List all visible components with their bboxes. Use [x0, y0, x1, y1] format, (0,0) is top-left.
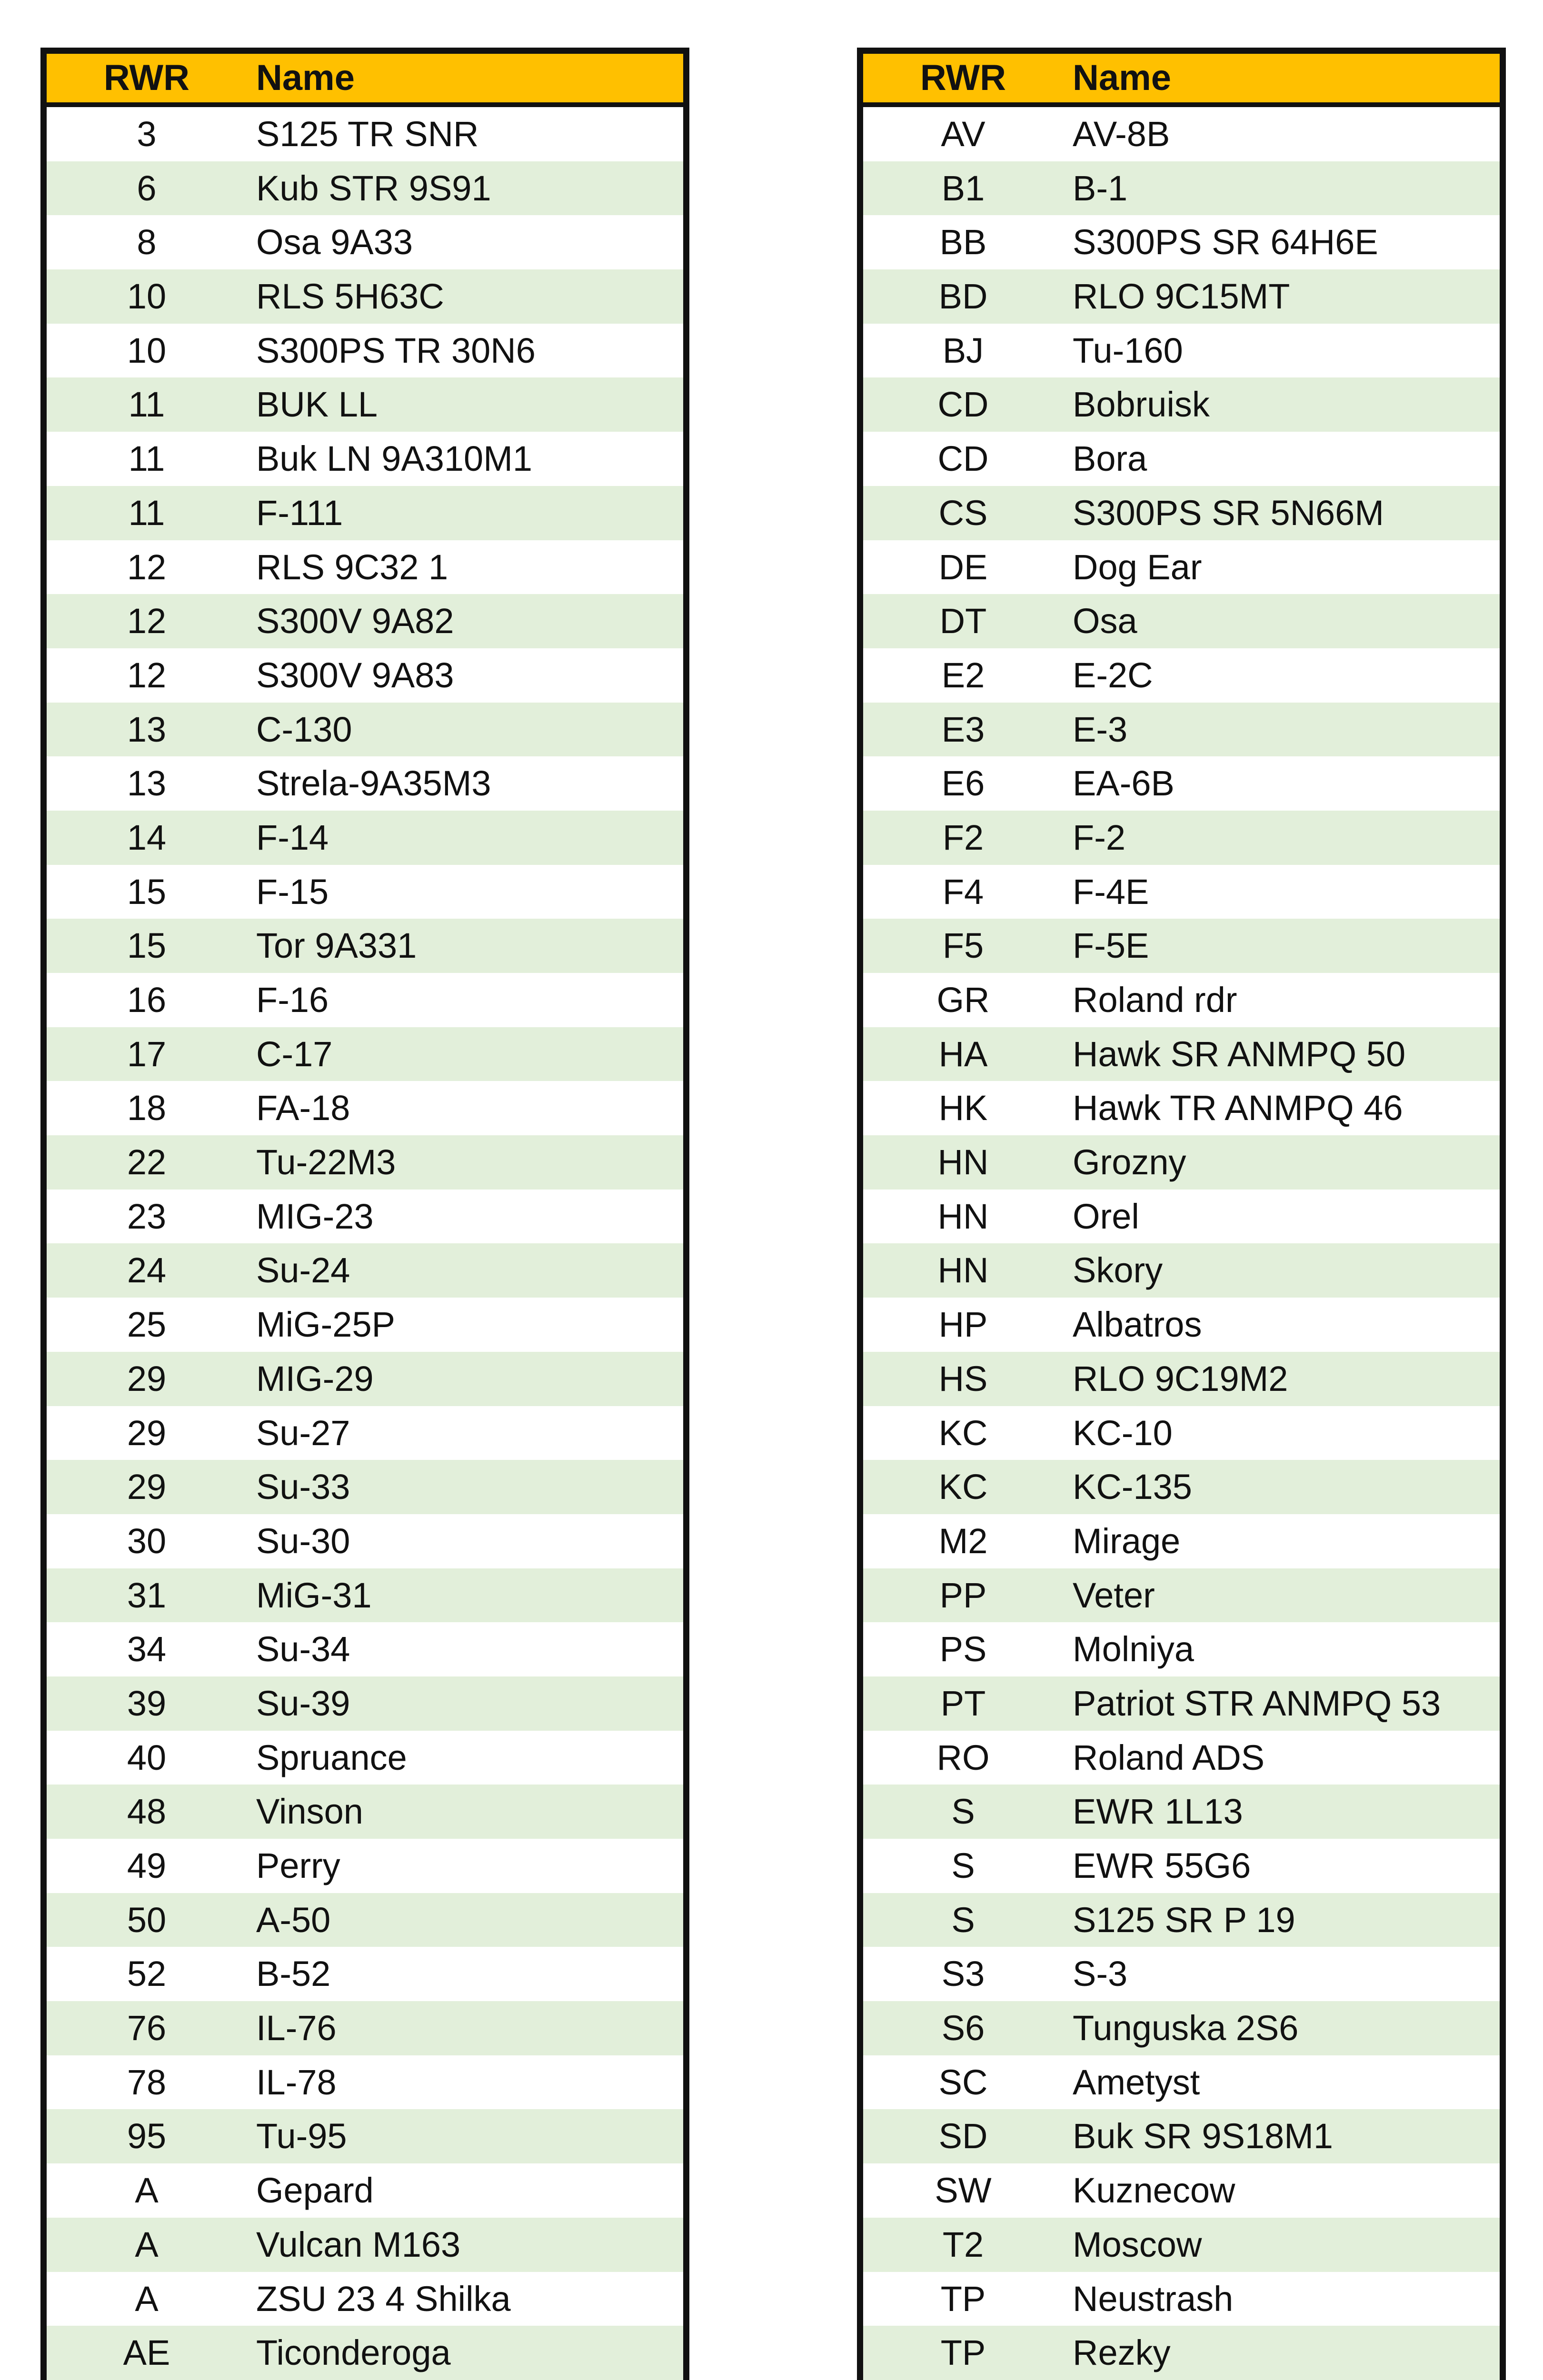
rwr-code-cell: HN: [937, 1196, 989, 1236]
name-cell: IL-76: [256, 2008, 337, 2048]
table-row: [47, 2001, 683, 2055]
rwr-code-cell: CD: [937, 439, 989, 479]
table-row: [863, 1947, 1500, 2001]
name-cell: IL-78: [256, 2062, 337, 2102]
table-row: [863, 1893, 1500, 1947]
name-cell: Kuznecow: [1073, 2171, 1235, 2211]
name-cell: S-3: [1073, 1954, 1128, 1994]
rwr-code-cell: S: [951, 1846, 975, 1885]
table-row: [863, 1406, 1500, 1460]
name-cell: A-50: [256, 1900, 331, 1940]
name-cell: Gepard: [256, 2171, 374, 2211]
name-cell: MiG-31: [256, 1575, 372, 1615]
table-header: [47, 54, 683, 107]
table-row: [47, 1893, 683, 1947]
name-cell: F-16: [256, 980, 329, 1020]
rwr-code-cell: 49: [127, 1846, 167, 1885]
table-row: [47, 1839, 683, 1893]
name-cell: Ticonderoga: [256, 2333, 451, 2373]
name-cell: Roland rdr: [1073, 980, 1237, 1020]
name-cell: AV-8B: [1073, 114, 1170, 154]
rwr-code-cell: 12: [127, 547, 167, 587]
table-row: [863, 269, 1500, 324]
rwr-code-cell: 18: [127, 1088, 167, 1128]
rwr-code-cell: PT: [940, 1683, 986, 1723]
name-cell: Tunguska 2S6: [1073, 2008, 1299, 2048]
name-cell: Mirage: [1073, 1521, 1181, 1561]
name-cell: B-1: [1073, 168, 1128, 208]
table-row: [863, 1839, 1500, 1893]
rwr-code-cell: BD: [938, 277, 988, 317]
rwr-code-cell: 14: [127, 817, 167, 857]
name-cell: Skory: [1073, 1250, 1163, 1290]
rwr-code-cell: 11: [128, 385, 165, 425]
rwr-code-cell: S: [951, 1900, 975, 1940]
name-cell: Ametyst: [1073, 2062, 1200, 2102]
name-cell: KC-135: [1073, 1467, 1192, 1507]
name-cell: S300V 9A82: [256, 601, 454, 641]
rwr-code-cell: 16: [127, 980, 167, 1020]
header-rwr: RWR: [920, 58, 1006, 98]
rwr-code-cell: E6: [941, 764, 985, 803]
table-row: [47, 215, 683, 269]
name-cell: Tu-160: [1073, 330, 1183, 370]
rwr-code-cell: 23: [127, 1196, 167, 1236]
table-row: [863, 594, 1500, 648]
name-cell: Hawk SR ANMPQ 50: [1073, 1034, 1406, 1074]
table-row: [47, 1460, 683, 1514]
rwr-code-cell: B1: [941, 168, 985, 208]
name-cell: E-2C: [1073, 655, 1153, 695]
table-row: [863, 2055, 1500, 2110]
name-cell: Roland ADS: [1073, 1737, 1265, 1777]
name-cell: Su-27: [256, 1413, 350, 1453]
rwr-code-cell: CS: [938, 493, 988, 533]
rwr-code-cell: HK: [938, 1088, 988, 1128]
table-row: [47, 703, 683, 757]
name-cell: MIG-23: [256, 1196, 374, 1236]
rwr-code-cell: 11: [128, 493, 165, 533]
name-cell: Dog Ear: [1073, 547, 1202, 587]
rwr-code-cell: A: [135, 2171, 159, 2211]
table-row: [863, 1081, 1500, 1135]
table-row: [863, 2001, 1500, 2055]
table-row: [863, 1190, 1500, 1244]
rwr-code-cell: 11: [128, 439, 165, 479]
rwr-code-cell: 12: [127, 601, 167, 641]
rwr-code-cell: HA: [938, 1034, 988, 1074]
table-row: [47, 756, 683, 811]
rwr-code-cell: TP: [940, 2333, 986, 2373]
table-row: [47, 2218, 683, 2272]
rwr-code-cell: DE: [938, 547, 988, 587]
table-row: [863, 432, 1500, 486]
name-cell: F-4E: [1073, 872, 1149, 912]
rwr-code-cell: T2: [942, 2224, 984, 2264]
rwr-code-cell: CD: [937, 385, 989, 425]
rwr-code-cell: PP: [939, 1575, 987, 1615]
name-cell: Strela-9A35M3: [256, 764, 491, 803]
rwr-code-cell: PS: [939, 1629, 987, 1669]
rwr-code-cell: 39: [127, 1683, 167, 1723]
table-row: [47, 540, 683, 595]
name-cell: Molniya: [1073, 1629, 1194, 1669]
name-cell: C-17: [256, 1034, 333, 1074]
name-cell: S125 TR SNR: [256, 114, 479, 154]
table-row: [863, 648, 1500, 703]
table-row: [47, 1514, 683, 1568]
name-cell: Moscow: [1073, 2224, 1202, 2264]
rwr-code-cell: A: [135, 2279, 159, 2319]
name-cell: Osa 9A33: [256, 222, 413, 262]
rwr-code-cell: 15: [127, 872, 167, 912]
table-row: [863, 919, 1500, 973]
name-cell: F-111: [256, 493, 343, 533]
rwr-code-cell: HN: [937, 1142, 989, 1182]
rwr-code-cell: 48: [127, 1792, 167, 1832]
table-row: [47, 2272, 683, 2326]
table-row: [47, 648, 683, 703]
rwr-code-cell: 78: [127, 2062, 167, 2102]
table-row: [47, 811, 683, 865]
table-row: [863, 1243, 1500, 1298]
table-row: [47, 2055, 683, 2110]
table-row: [47, 1406, 683, 1460]
rwr-code-cell: 24: [127, 1250, 167, 1290]
rwr-code-cell: HN: [937, 1250, 989, 1290]
table-row: [47, 1190, 683, 1244]
name-cell: Su-34: [256, 1629, 350, 1669]
table-row: [863, 1731, 1500, 1785]
table-row: [863, 1298, 1500, 1352]
table-row: [47, 486, 683, 540]
table-row: [47, 1676, 683, 1731]
rwr-code-cell: F2: [942, 817, 984, 857]
table-row: [47, 161, 683, 216]
table-row: [863, 1568, 1500, 1623]
name-cell: F-2: [1073, 817, 1125, 857]
name-cell: Osa: [1073, 601, 1137, 641]
name-cell: Tu-22M3: [256, 1142, 396, 1182]
rwr-code-cell: GR: [936, 980, 990, 1020]
table-row: [863, 756, 1500, 811]
name-cell: Kub STR 9S91: [256, 168, 491, 208]
table-row: [863, 486, 1500, 540]
table-row: [47, 377, 683, 432]
header-name: Name: [1073, 58, 1171, 98]
rwr-table-right: [857, 48, 1506, 2380]
name-cell: S125 SR P 19: [1073, 1900, 1295, 1940]
table-row: [47, 973, 683, 1027]
rwr-code-cell: RO: [936, 1737, 990, 1777]
name-cell: Su-33: [256, 1467, 350, 1507]
name-cell: Albatros: [1073, 1305, 1202, 1345]
rwr-code-cell: KC: [938, 1467, 988, 1507]
name-cell: Perry: [256, 1846, 340, 1885]
name-cell: S300V 9A83: [256, 655, 454, 695]
table-row: [863, 1514, 1500, 1568]
rwr-code-cell: TP: [940, 2279, 986, 2319]
rwr-code-cell: 76: [127, 2008, 167, 2048]
name-cell: ZSU 23 4 Shilka: [256, 2279, 511, 2319]
table-row: [863, 2109, 1500, 2163]
rwr-code-cell: E2: [941, 655, 985, 695]
name-cell: Vulcan M163: [256, 2224, 461, 2264]
table-row: [863, 324, 1500, 378]
name-cell: F-14: [256, 817, 329, 857]
rwr-code-cell: 6: [137, 168, 157, 208]
rwr-code-cell: 25: [127, 1305, 167, 1345]
table-row: [863, 1622, 1500, 1676]
table-header: [863, 54, 1500, 107]
name-cell: Veter: [1073, 1575, 1155, 1615]
rwr-code-cell: M2: [938, 1521, 988, 1561]
name-cell: Bobruisk: [1073, 385, 1210, 425]
table-row: [863, 811, 1500, 865]
rwr-code-cell: 10: [127, 330, 167, 370]
name-cell: Tor 9A331: [256, 926, 417, 966]
rwr-code-cell: BJ: [942, 330, 984, 370]
name-cell: Buk LN 9A310M1: [256, 439, 533, 479]
rwr-code-cell: HS: [938, 1359, 988, 1398]
name-cell: S300PS SR 64H6E: [1073, 222, 1378, 262]
table-row: [863, 215, 1500, 269]
name-cell: FA-18: [256, 1088, 350, 1128]
rwr-code-cell: 8: [137, 222, 157, 262]
name-cell: RLS 9C32 1: [256, 547, 448, 587]
rwr-code-cell: S: [951, 1792, 975, 1832]
table-row: [47, 269, 683, 324]
table-row: [47, 107, 683, 161]
table-row: [47, 324, 683, 378]
rwr-code-cell: HP: [938, 1305, 988, 1345]
name-cell: EWR 55G6: [1073, 1846, 1251, 1885]
table-row: [47, 1135, 683, 1190]
name-cell: Rezky: [1073, 2333, 1171, 2373]
rwr-code-cell: 95: [127, 2116, 167, 2156]
rwr-code-cell: A: [135, 2224, 159, 2264]
table-row: [47, 1622, 683, 1676]
rwr-code-cell: AV: [941, 114, 986, 154]
rwr-code-cell: 31: [127, 1575, 167, 1615]
rwr-code-cell: DT: [939, 601, 987, 641]
table-row: [863, 973, 1500, 1027]
table-row: [863, 540, 1500, 595]
name-cell: Orel: [1073, 1196, 1139, 1236]
rwr-code-cell: 30: [127, 1521, 167, 1561]
table-row: [47, 2163, 683, 2218]
table-row: [47, 2326, 683, 2380]
name-cell: Tu-95: [256, 2116, 347, 2156]
name-cell: Spruance: [256, 1737, 407, 1777]
header-name: Name: [256, 58, 355, 98]
table-row: [863, 107, 1500, 161]
rwr-code-cell: 40: [127, 1737, 167, 1777]
name-cell: S300PS TR 30N6: [256, 330, 536, 370]
name-cell: E-3: [1073, 709, 1128, 749]
rwr-code-cell: 13: [127, 764, 167, 803]
rwr-code-cell: 17: [127, 1034, 167, 1074]
rwr-code-cell: 29: [127, 1359, 167, 1398]
name-cell: KC-10: [1073, 1413, 1173, 1453]
name-cell: C-130: [256, 709, 352, 749]
rwr-code-cell: 22: [127, 1142, 167, 1182]
name-cell: F-5E: [1073, 926, 1149, 966]
rwr-code-cell: SC: [938, 2062, 988, 2102]
rwr-code-cell: 12: [127, 655, 167, 695]
name-cell: RLO 9C15MT: [1073, 277, 1290, 317]
table-row: [47, 1785, 683, 1839]
table-row: [863, 377, 1500, 432]
name-cell: Neustrash: [1073, 2279, 1234, 2319]
table-row: [47, 1243, 683, 1298]
table-row: [47, 432, 683, 486]
table-row: [47, 1081, 683, 1135]
name-cell: RLS 5H63C: [256, 277, 444, 317]
name-cell: B-52: [256, 1954, 331, 1994]
rwr-code-cell: KC: [938, 1413, 988, 1453]
table-row: [47, 2109, 683, 2163]
name-cell: Vinson: [256, 1792, 363, 1832]
table-row: [863, 1460, 1500, 1514]
rwr-code-cell: AE: [123, 2333, 170, 2373]
table-row: [47, 1298, 683, 1352]
name-cell: Su-24: [256, 1250, 350, 1290]
name-cell: EA-6B: [1073, 764, 1175, 803]
name-cell: EWR 1L13: [1073, 1792, 1243, 1832]
table-row: [863, 703, 1500, 757]
table-row: [863, 2163, 1500, 2218]
name-cell: Su-39: [256, 1683, 350, 1723]
table-row: [863, 1352, 1500, 1406]
rwr-code-cell: S3: [941, 1954, 985, 1994]
rwr-code-cell: 29: [127, 1413, 167, 1453]
rwr-code-cell: SD: [938, 2116, 988, 2156]
table-row: [47, 865, 683, 919]
table-row: [863, 161, 1500, 216]
table-row: [863, 865, 1500, 919]
table-row: [47, 1731, 683, 1785]
name-cell: Bora: [1073, 439, 1147, 479]
rwr-code-cell: E3: [941, 709, 985, 749]
name-cell: BUK LL: [256, 385, 378, 425]
table-row: [863, 1027, 1500, 1081]
table-row: [47, 1352, 683, 1406]
rwr-code-cell: S6: [941, 2008, 985, 2048]
rwr-code-cell: 52: [127, 1954, 167, 1994]
table-row: [863, 2272, 1500, 2326]
name-cell: Hawk TR ANMPQ 46: [1073, 1088, 1403, 1128]
name-cell: Buk SR 9S18M1: [1073, 2116, 1334, 2156]
rwr-code-cell: SW: [935, 2171, 992, 2211]
name-cell: S300PS SR 5N66M: [1073, 493, 1384, 533]
table-row: [47, 1947, 683, 2001]
table-row: [47, 1027, 683, 1081]
rwr-code-cell: 10: [127, 277, 167, 317]
header-rwr: RWR: [103, 58, 190, 98]
rwr-code-cell: 13: [127, 709, 167, 749]
name-cell: Patriot STR ANMPQ 53: [1073, 1683, 1441, 1723]
rwr-code-cell: 15: [127, 926, 167, 966]
rwr-code-cell: 29: [127, 1467, 167, 1507]
table-row: [47, 919, 683, 973]
table-row: [863, 2326, 1500, 2380]
table-row: [863, 1135, 1500, 1190]
name-cell: Su-30: [256, 1521, 350, 1561]
table-body: [863, 107, 1500, 2380]
table-row: [47, 594, 683, 648]
name-cell: RLO 9C19M2: [1073, 1359, 1288, 1398]
rwr-code-cell: F4: [942, 872, 984, 912]
table-row: [863, 1785, 1500, 1839]
rwr-code-cell: 34: [127, 1629, 167, 1669]
table-row: [863, 1676, 1500, 1731]
name-cell: MiG-25P: [256, 1305, 395, 1345]
table-body: [47, 107, 683, 2380]
name-cell: Grozny: [1073, 1142, 1186, 1182]
rwr-code-cell: 50: [127, 1900, 167, 1940]
table-row: [47, 1568, 683, 1623]
rwr-code-cell: BB: [939, 222, 987, 262]
rwr-code-cell: 3: [137, 114, 157, 154]
name-cell: F-15: [256, 872, 329, 912]
table-row: [863, 2218, 1500, 2272]
name-cell: MIG-29: [256, 1359, 374, 1398]
rwr-code-cell: F5: [942, 926, 984, 966]
rwr-table-left: [40, 48, 689, 2380]
